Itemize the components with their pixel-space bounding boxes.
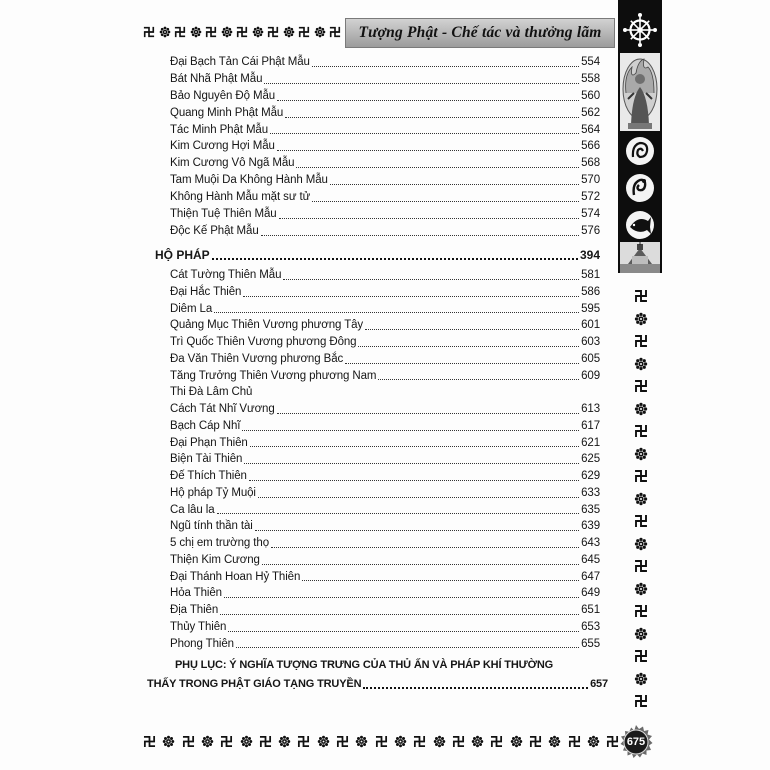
toc-entry bbox=[170, 71, 600, 88]
toc-entry bbox=[170, 401, 600, 418]
toc-entry-page: 613 bbox=[581, 403, 600, 415]
toc-entry bbox=[170, 206, 600, 223]
flower-icon bbox=[159, 26, 171, 38]
leader-dots bbox=[363, 687, 588, 689]
flower-icon bbox=[634, 447, 648, 461]
toc-entry-page: 595 bbox=[581, 302, 600, 315]
toc-entry-title: Diêm La bbox=[170, 302, 213, 315]
section-page: 394 bbox=[579, 248, 600, 262]
toc-entry bbox=[170, 284, 600, 301]
toc-entry bbox=[170, 619, 600, 636]
flower-icon bbox=[314, 26, 326, 38]
leader-dots bbox=[224, 597, 579, 598]
toc-entry-page: 653 bbox=[581, 620, 600, 633]
toc-entry-title: Bát Nhã Phật Mẫu bbox=[170, 72, 263, 85]
page-number: 675 bbox=[626, 736, 646, 748]
toc-entry-page: 581 bbox=[581, 269, 600, 281]
appendix-title-text: THẤY TRONG PHẬT GIÁO TẠNG TRUYỀN bbox=[147, 678, 362, 690]
toc-entry-page: 655 bbox=[581, 637, 600, 650]
toc-section-heading bbox=[155, 246, 600, 264]
toc-entry-page: 586 bbox=[581, 285, 600, 298]
toc-entry-page: 649 bbox=[581, 587, 600, 600]
toc-entry-title: Bạch Cáp Nhĩ bbox=[170, 419, 241, 432]
flower-icon bbox=[283, 26, 295, 38]
flower-icon bbox=[510, 735, 523, 748]
leader-dots bbox=[243, 296, 579, 297]
toc-entry-title: Đại Bạch Tản Cái Phật Mẫu bbox=[170, 55, 310, 68]
flower-icon bbox=[587, 735, 600, 748]
swastika-icon bbox=[606, 735, 619, 748]
leader-dots bbox=[312, 201, 579, 202]
toc-entry-page: 572 bbox=[581, 191, 600, 204]
section-title: HỘ PHÁP bbox=[155, 248, 210, 262]
toc-entry bbox=[170, 267, 600, 284]
running-header bbox=[345, 18, 615, 48]
toc-entry bbox=[170, 569, 600, 586]
swastika-icon bbox=[236, 26, 248, 38]
swastika-icon bbox=[634, 379, 648, 393]
flower-icon bbox=[634, 627, 648, 641]
toc-entry-page: 617 bbox=[581, 419, 600, 432]
leader-dots bbox=[330, 184, 579, 185]
flower-icon bbox=[355, 735, 368, 748]
leader-dots bbox=[378, 379, 579, 380]
toc-entry bbox=[170, 502, 600, 519]
toc-entry-page: 564 bbox=[581, 123, 600, 136]
toc-entry-title: Thiện Kim Cương bbox=[170, 553, 260, 566]
toc-entry-title: Tác Minh Phật Mẫu bbox=[170, 123, 269, 136]
toc-entry-title: Hỏa Thiên bbox=[170, 587, 222, 600]
leader-dots bbox=[214, 312, 579, 313]
flower-icon bbox=[634, 672, 648, 686]
toc-entry bbox=[170, 334, 600, 351]
flower-icon bbox=[317, 735, 330, 748]
flower-icon bbox=[634, 357, 648, 371]
leader-dots bbox=[242, 430, 579, 431]
swastika-icon bbox=[634, 289, 648, 303]
toc-entry-title: Đế Thích Thiên bbox=[170, 470, 247, 482]
conch-icon bbox=[626, 137, 654, 165]
toc-entry-title: Cách Tát Nhĩ Vương bbox=[170, 403, 275, 415]
leader-dots bbox=[212, 258, 578, 260]
toc-entry-title: Phong Thiên bbox=[170, 637, 234, 650]
book-title: Tượng Phật - Chế tác và thưởng lãm bbox=[358, 24, 602, 41]
toc-entry bbox=[170, 435, 600, 452]
toc-entry bbox=[170, 172, 600, 189]
leader-dots bbox=[277, 100, 579, 101]
leader-dots bbox=[270, 133, 579, 134]
flower-icon bbox=[190, 26, 202, 38]
leader-dots bbox=[271, 547, 579, 548]
toc-entry-page: 621 bbox=[581, 436, 600, 449]
leader-dots bbox=[296, 167, 579, 168]
flower-icon bbox=[433, 735, 446, 748]
swastika-icon bbox=[634, 604, 648, 618]
leader-dots bbox=[255, 530, 579, 531]
swastika-icon bbox=[143, 735, 156, 748]
leader-dots bbox=[358, 346, 579, 347]
swastika-icon bbox=[452, 735, 465, 748]
toc-entry bbox=[170, 351, 600, 368]
toc-entry-title: Địa Thiên bbox=[170, 604, 219, 616]
swastika-icon bbox=[529, 735, 542, 748]
leader-dots bbox=[277, 413, 579, 414]
toc-list-ho-phap bbox=[170, 267, 600, 652]
toc-entry-page: 651 bbox=[581, 604, 600, 616]
swastika-icon bbox=[634, 469, 648, 483]
swastika-icon bbox=[182, 735, 195, 748]
leader-dots bbox=[261, 235, 579, 236]
leader-dots bbox=[228, 631, 579, 632]
flower-icon bbox=[240, 735, 253, 748]
leader-dots bbox=[236, 647, 579, 648]
swastika-icon bbox=[205, 26, 217, 38]
toc-entry bbox=[170, 88, 600, 105]
toc-entry-title: Cát Tường Thiên Mẫu bbox=[170, 269, 282, 281]
toc-entry bbox=[170, 636, 600, 653]
swastika-icon bbox=[329, 26, 341, 38]
flower-icon bbox=[548, 735, 561, 748]
swastika-icon bbox=[634, 424, 648, 438]
leader-dots bbox=[312, 66, 579, 67]
flower-icon bbox=[634, 582, 648, 596]
toc-entry-title: Kim Cương Vô Ngã Mẫu bbox=[170, 157, 295, 170]
swastika-icon bbox=[375, 735, 388, 748]
toc-entry-page: 574 bbox=[581, 208, 600, 220]
flower-icon bbox=[201, 735, 214, 748]
toc-entry-page: 625 bbox=[581, 453, 600, 466]
toc-entry bbox=[170, 138, 600, 155]
swastika-icon bbox=[267, 26, 279, 38]
toc-entry-page: 629 bbox=[581, 470, 600, 482]
flower-icon bbox=[471, 735, 484, 748]
toc-entry-title: Đa Văn Thiên Vương phương Bắc bbox=[170, 352, 344, 365]
toc-entry-page: 639 bbox=[581, 520, 600, 533]
swastika-icon bbox=[634, 334, 648, 348]
flower-icon bbox=[221, 26, 233, 38]
swastika-icon bbox=[634, 694, 648, 708]
toc-entry-page: 647 bbox=[581, 570, 600, 583]
toc-entry-title: Quảng Mục Thiên Vương phương Tây bbox=[170, 319, 364, 332]
leader-dots bbox=[250, 446, 579, 447]
swastika-icon bbox=[634, 514, 648, 528]
flower-icon bbox=[252, 26, 264, 38]
leader-dots bbox=[279, 218, 580, 219]
toc-entry-title: Độc Kế Phật Mẫu bbox=[170, 224, 259, 237]
swastika-icon bbox=[568, 735, 581, 748]
toc-entry-page: 576 bbox=[581, 224, 600, 237]
swastika-icon bbox=[634, 559, 648, 573]
toc-entry bbox=[170, 54, 600, 71]
swastika-icon bbox=[336, 735, 349, 748]
toc-entry bbox=[170, 552, 600, 569]
toc-entry bbox=[170, 223, 600, 240]
leader-dots bbox=[302, 580, 579, 581]
toc-entry-title: Ngũ tính thần tài bbox=[170, 520, 253, 533]
leader-dots bbox=[283, 279, 579, 280]
leader-dots bbox=[345, 363, 579, 364]
toc-entry-page: 609 bbox=[581, 369, 600, 382]
toc-entry-page: 570 bbox=[581, 174, 600, 187]
toc-entry bbox=[170, 451, 600, 468]
toc-entry-page: 635 bbox=[581, 503, 600, 516]
leader-dots bbox=[220, 614, 579, 615]
toc-entry-page: 603 bbox=[581, 336, 600, 348]
leader-dots bbox=[244, 463, 579, 464]
flower-icon bbox=[278, 735, 291, 748]
toc-entry bbox=[170, 485, 600, 502]
swirl-icon bbox=[626, 174, 654, 202]
toc-entry-title: Biện Tài Thiên bbox=[170, 453, 243, 466]
toc-entry bbox=[170, 585, 600, 602]
toc-entry bbox=[170, 189, 600, 206]
toc-entry-page: 558 bbox=[581, 72, 600, 85]
swastika-icon bbox=[174, 26, 186, 38]
toc-entry-title: Trì Quốc Thiên Vương phương Đông bbox=[170, 336, 357, 348]
toc-entry-page: 633 bbox=[581, 486, 600, 499]
toc-entry bbox=[170, 105, 600, 122]
toc-entry bbox=[170, 301, 600, 318]
fish-icon bbox=[626, 211, 654, 239]
flower-icon bbox=[634, 492, 648, 506]
swastika-icon bbox=[259, 735, 272, 748]
leader-dots bbox=[249, 480, 579, 481]
toc-entry-page: 568 bbox=[581, 157, 600, 170]
toc-entry-title: Bảo Nguyên Độ Mẫu bbox=[170, 89, 276, 102]
toc-entry-title: Tam Muội Da Không Hành Mẫu bbox=[170, 174, 328, 187]
toc-entry-title: Quang Minh Phật Mẫu bbox=[170, 106, 284, 119]
toc-entry-title: Không Hành Mẫu mặt sư tử bbox=[170, 191, 311, 204]
swastika-icon bbox=[143, 26, 155, 38]
toc-entry bbox=[170, 535, 600, 552]
toc-entry-title: Đại Thánh Hoan Hỷ Thiên bbox=[170, 570, 301, 583]
stupa-image bbox=[618, 242, 662, 273]
toc-entry-page: 645 bbox=[581, 553, 600, 566]
strip-icon-block bbox=[618, 131, 662, 242]
appendix-page: 657 bbox=[590, 678, 608, 690]
toc-entry-title: Kim Cương Hợi Mẫu bbox=[170, 140, 275, 153]
toc-entry-title: Thi Đà Lâm Chủ bbox=[170, 386, 253, 399]
flower-icon bbox=[634, 537, 648, 551]
flower-icon bbox=[162, 735, 175, 748]
toc-entry-page: 554 bbox=[581, 55, 600, 68]
toc-list-top bbox=[170, 54, 600, 240]
toc-entry-title: Tăng Trưởng Thiên Vương phương Nam bbox=[170, 369, 377, 382]
toc-entry-title: Ca lâu la bbox=[170, 503, 215, 516]
flower-icon bbox=[394, 735, 407, 748]
toc-entry-title: Đại Phạn Thiên bbox=[170, 436, 248, 449]
toc-entry bbox=[170, 468, 600, 485]
toc-entry bbox=[170, 602, 600, 619]
toc-entry-page: 643 bbox=[581, 537, 600, 549]
flower-icon bbox=[634, 312, 648, 326]
toc-entry-page: 560 bbox=[581, 89, 600, 102]
leader-dots bbox=[258, 497, 579, 498]
swastika-icon bbox=[220, 735, 233, 748]
toc-entry-page: 566 bbox=[581, 140, 600, 153]
swastika-icon bbox=[634, 649, 648, 663]
toc-entry-title: Đại Hắc Thiên bbox=[170, 285, 242, 298]
toc-entry bbox=[170, 317, 600, 334]
toc-entry-title: 5 chị em trường thọ bbox=[170, 537, 269, 549]
toc-entry bbox=[170, 418, 600, 435]
toc-entry-title: Hộ pháp Tỷ Muội bbox=[170, 486, 256, 499]
toc-entry bbox=[170, 518, 600, 535]
swastika-icon bbox=[413, 735, 426, 748]
leader-dots bbox=[285, 117, 579, 118]
leader-dots bbox=[264, 83, 579, 84]
leader-dots bbox=[217, 513, 580, 514]
strip-top-block bbox=[618, 0, 662, 53]
toc-entry bbox=[170, 384, 600, 401]
toc-entry-page: 562 bbox=[581, 106, 600, 119]
leader-dots bbox=[365, 329, 579, 330]
toc-entry-page: 605 bbox=[581, 352, 600, 365]
deity-figure-image bbox=[618, 53, 662, 131]
toc-entry-title: Thủy Thiên bbox=[170, 620, 227, 633]
appendix-title-line1: PHỤ LỤC: Ý NGHĨA TƯỢNG TRƯNG CỦA THỦ ẤN VÀ PHÁP KHÍ THƯỜNG bbox=[175, 659, 554, 671]
toc-entry bbox=[170, 122, 600, 139]
dharma-wheel-icon bbox=[618, 0, 662, 53]
appendix-title-line2 bbox=[147, 675, 608, 693]
toc-entry bbox=[170, 368, 600, 385]
leader-dots bbox=[262, 564, 579, 565]
toc-entry-title: Thiện Tuệ Thiên Mẫu bbox=[170, 208, 277, 220]
swastika-icon bbox=[297, 735, 310, 748]
toc-entry bbox=[170, 155, 600, 172]
swastika-icon bbox=[298, 26, 310, 38]
swastika-icon bbox=[490, 735, 503, 748]
toc-entry-page: 601 bbox=[581, 319, 600, 332]
leader-dots bbox=[277, 150, 579, 151]
flower-icon bbox=[634, 402, 648, 416]
